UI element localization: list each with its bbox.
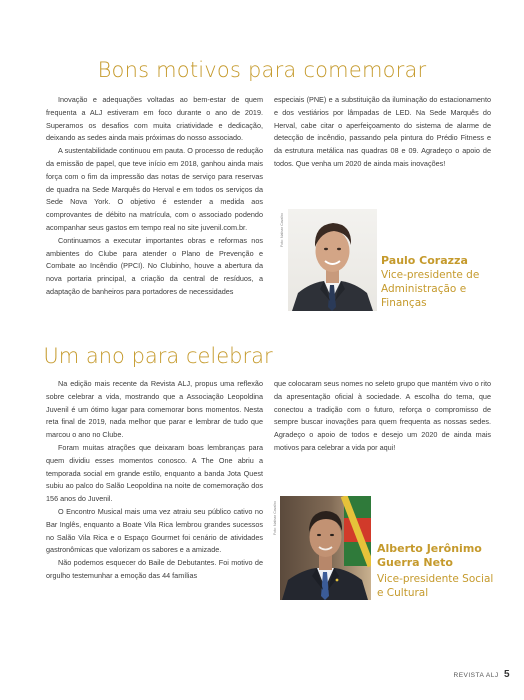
person-name: Paulo Corazza (381, 254, 468, 267)
section1-right-column (274, 94, 491, 171)
paragraph: Continuamos a executar importantes obras e reformas nos ambientes do Clube para atender o Plano de Prevenção e Combate ao Incêndio (PPCI). No Clubinho, houve a abertura da nova portaria principal, a criação da central de resíduos, a adaptação de banheiros para portadores de necessidades (46, 235, 263, 296)
person-role: Vice-presidente Social e Cultural (377, 573, 494, 599)
paragraph: que colocaram seus nomes no seleto grupo que mantém vivo o rito da apresentação oficial à sociedade. A escolha do tema, que conectou a tradição com o futuro, reforça o compromisso de sempre buscar inovações para quem frequenta as nossas sedes. Agradeço o apoio de todos e desejo um 2020 de ainda mais motivos para celebrar a vida por aqui! (274, 379, 491, 452)
publication-name: REVISTA ALJ (453, 672, 499, 679)
page-number: 5 (503, 669, 510, 680)
paragraph: Na edição mais recente da Revista ALJ, propus uma reflexão sobre celebrar a vida, mostrando que a Associação Leopoldina Juvenil é um ótimo lugar para comemorar bons momentos. Nesta reta final de 2019, nada melhor que parar e lembrar de tudo que marcou o ano no Clube. (46, 379, 263, 440)
paragraph: O Encontro Musical mais uma vez atraiu seu público cativo no Bar Inglês, enquanto a Boate Vila Rica lembrou grandes sucessos no Salão Vila Rica e o Espaço Gourmet foi cenário de atividades gastronômicas que valorizam os sabores e a amizade. (46, 506, 263, 555)
photo-credit: Foto: Nathan Cavalho (273, 500, 277, 535)
person-name: Alberto Jerônimo Guerra Neto (377, 542, 482, 569)
page-footer (454, 669, 511, 680)
section2-left-column (46, 378, 263, 583)
portrait-photo-alberto-guerra-neto (280, 496, 371, 600)
person-role: Vice-presidente de Administração e Finanças (381, 269, 480, 309)
paragraph: Inovação e adequações voltadas ao bem-estar de quem frequenta a ALJ estiveram em foco durante o ano de 2019. Superamos os desafios com muita criatividade e dedicação, deixando as sedes ainda mais próximas do nosso associado. (46, 95, 263, 143)
section-title-bons-motivos: Bons motivos para comemorar (97, 58, 427, 82)
paragraph: A sustentabilidade continuou em pauta. O processo de redução da emissão de papel, que teve início em 2018, ganhou ainda mais força com o fim da impressão das notas de serviço para reservas de quadra na Sede Marquês do Herval e em todos os serviços da Sede Nova York. O objetivo é estender a medida aos comprovantes de débito na matrícula, com o associado podendo acompanhar seus gastos em tempo real no site juvenil.com.br. (46, 146, 263, 232)
paragraph: especiais (PNE) e a substituição da iluminação do estacionamento e dos vestiários por lâmpadas de LED. Na Sede Marquês do Herval, cabe citar o aperfeiçoamento do sistema de alarme de detecção de incêndio, passando pela pintura do Prédio Fitness e da estrutura metálica nas quadras 08 e 09. Agradeço o apoio de todos. Que venha um 2020 de ainda mais inovações! (274, 95, 491, 168)
section2-right-column (274, 378, 491, 455)
section1-left-column (46, 94, 263, 299)
section-title-um-ano: Um ano para celebrar (43, 344, 273, 368)
portrait-photo-paulo-corazza (288, 209, 377, 311)
paragraph: Foram muitas atrações que deixaram boas lembranças para quem dividiu esses momentos conosco. A The One abriu a temporada social em grande estilo, enquanto a banda Jota Quest subiu ao palco do Salão Leopoldina na noite de comemoração dos 156 anos do Juvenil. (46, 442, 263, 504)
paragraph: Não podemos esquecer do Baile de Debutantes. Foi motivo de orgulho testemunhar a emoção das 44 famílias (46, 558, 263, 580)
photo-credit: Foto: Nathan Cavalho (280, 212, 284, 247)
